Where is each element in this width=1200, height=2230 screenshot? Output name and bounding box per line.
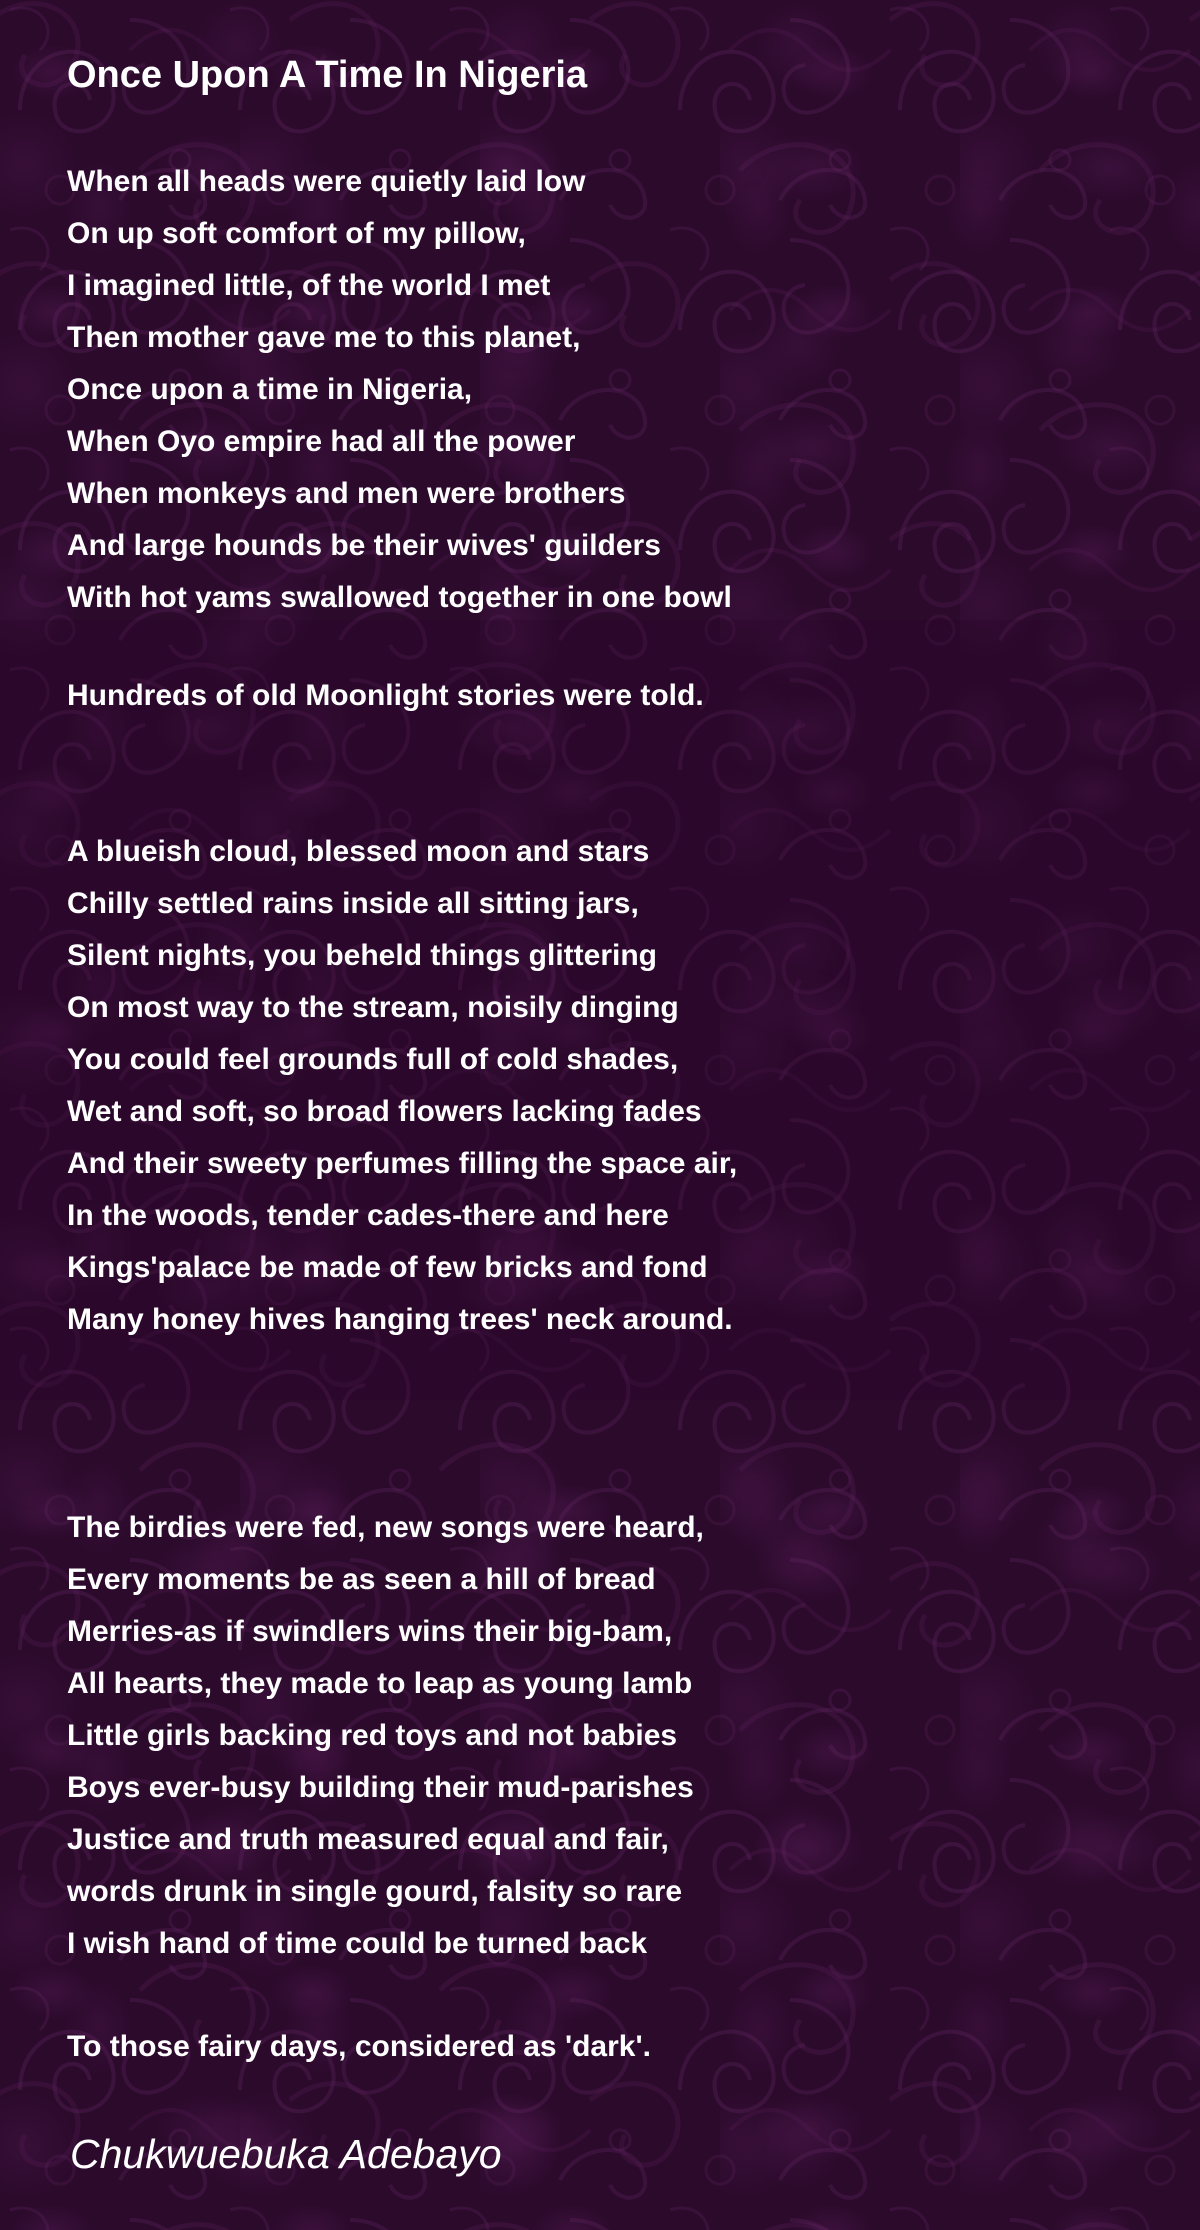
stanza-2 (67, 670, 704, 722)
poem-line: With hot yams swallowed together in one bowl (67, 581, 732, 614)
poem-line: To those fairy days, considered as 'dark'. (67, 2030, 651, 2063)
poem-line: Wet and soft, so broad flowers lacking fades (67, 1095, 702, 1128)
stanza-3 (67, 826, 737, 1346)
poem-line: Every moments be as seen a hill of bread (67, 1563, 656, 1596)
poem-line: Silent nights, you beheld things glittering (67, 939, 657, 972)
poem-line: Many honey hives hanging trees' neck around. (67, 1303, 733, 1336)
poem-line: You could feel grounds full of cold shades, (67, 1043, 679, 1076)
poem-line: Hundreds of old Moonlight stories were told. (67, 679, 704, 712)
poem-line: Little girls backing red toys and not babies (67, 1719, 678, 1752)
poem-line: On up soft comfort of my pillow, (67, 217, 526, 250)
poem-author: Chukwuebuka Adebayo (70, 2131, 502, 2177)
stanza-5 (67, 2021, 651, 2073)
stanza-1 (67, 156, 732, 624)
poem-line: Once upon a time in Nigeria, (67, 373, 473, 406)
poem-line: All hearts, they made to leap as young lamb (67, 1667, 693, 1700)
poem-line: Chilly settled rains inside all sitting jars, (67, 887, 639, 920)
poem-line: And their sweety perfumes filling the space air, (67, 1147, 738, 1180)
poem-line: When Oyo empire had all the power (67, 425, 576, 458)
poem-line: I wish hand of time could be turned back (67, 1927, 648, 1960)
poem-line: In the woods, tender cades-there and here (67, 1199, 669, 1232)
stanza-4 (67, 1502, 704, 1970)
poem-line: When monkeys and men were brothers (67, 477, 626, 510)
poem-line: Justice and truth measured equal and fair, (67, 1823, 669, 1856)
poem-line: I imagined little, of the world I met (67, 269, 551, 302)
poem-line: words drunk in single gourd, falsity so rare (67, 1875, 683, 1908)
poem-line: A blueish cloud, blessed moon and stars (67, 835, 650, 868)
poem-line: Merries-as if swindlers wins their big-bam, (67, 1615, 673, 1648)
poem-line: Then mother gave me to this planet, (67, 321, 581, 354)
poem-line: Boys ever-busy building their mud-parishes (67, 1771, 694, 1804)
poem-line: On most way to the stream, noisily dinging (67, 991, 679, 1024)
poem-line: And large hounds be their wives' guilders (67, 529, 661, 562)
poem-line: The birdies were fed, new songs were heard, (67, 1511, 704, 1544)
poem-line: When all heads were quietly laid low (67, 165, 586, 198)
poem-line: Kings'palace be made of few bricks and fond (67, 1251, 708, 1284)
poem-title: Once Upon A Time In Nigeria (67, 54, 588, 96)
